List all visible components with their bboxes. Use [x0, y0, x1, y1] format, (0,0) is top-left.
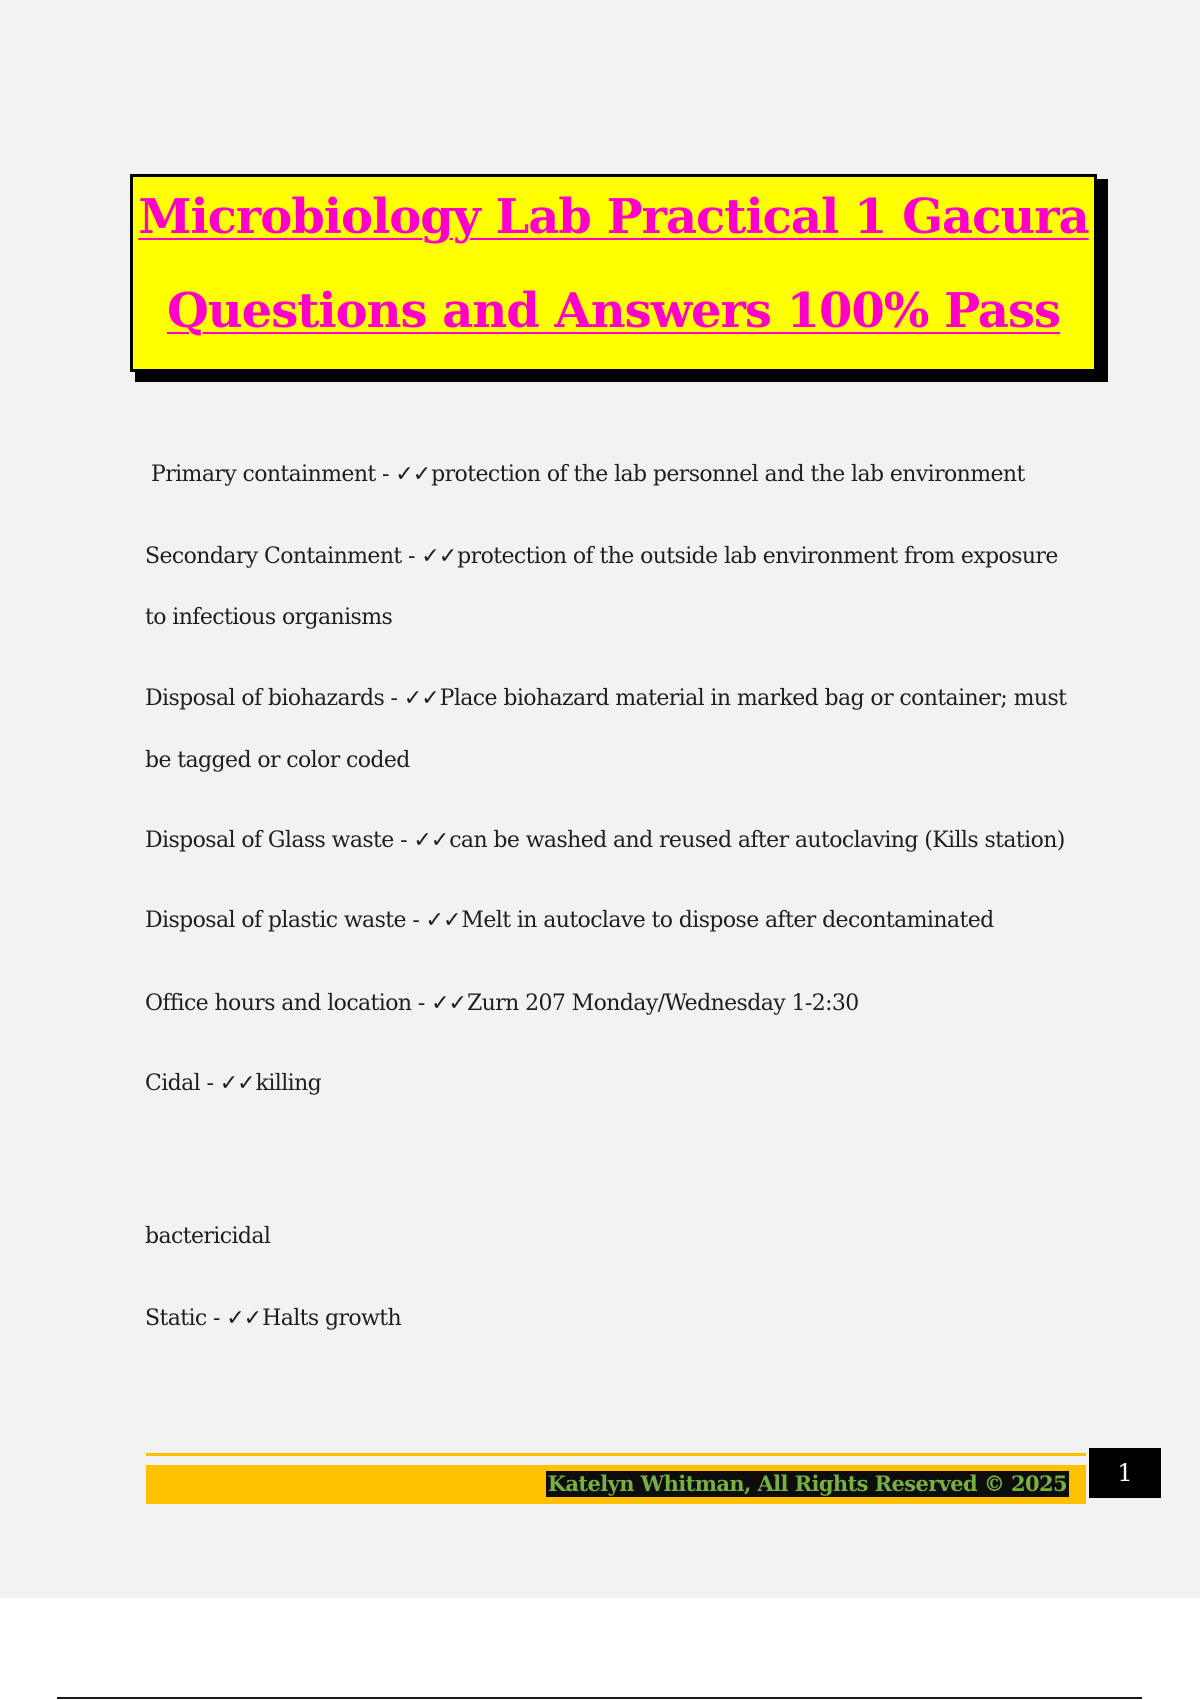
entry-answer: Zurn 207 Monday/Wednesday 1-2:30 — [466, 991, 859, 1016]
entry-term: Primary containment - — [151, 462, 396, 487]
entry-term: Disposal of Glass waste - — [145, 828, 414, 853]
qa-entry-secondary-containment — [145, 542, 1058, 572]
double-check-icon: ✓✓ — [421, 544, 457, 569]
footer-divider — [146, 1453, 1086, 1456]
entry-term: Office hours and location - — [145, 991, 432, 1016]
entry-term: Secondary Containment - — [145, 544, 422, 569]
entry-answer: Place biohazard material in marked bag or container; must — [439, 686, 1067, 711]
entry-term: Static - — [145, 1306, 227, 1331]
qa-entry-disposal-glass — [145, 826, 1065, 856]
double-check-icon: ✓✓ — [226, 1306, 262, 1331]
title-line-1: Microbiology Lab Practical 1 Gacura — [138, 189, 1089, 245]
double-check-icon: ✓✓ — [395, 462, 431, 487]
entry-answer: can be washed and reused after autoclaving (Kills station) — [449, 828, 1065, 853]
entry-term: Disposal of plastic waste - — [145, 908, 426, 933]
double-check-icon: ✓✓ — [425, 908, 461, 933]
next-page-rule — [57, 1697, 1142, 1699]
qa-entry-disposal-plastic — [145, 906, 994, 936]
double-check-icon: ✓✓ — [403, 686, 439, 711]
double-check-icon: ✓✓ — [219, 1071, 255, 1096]
qa-entry-cidal — [145, 1069, 321, 1099]
qa-entry-static — [145, 1304, 401, 1334]
entry-answer: Halts growth — [262, 1306, 402, 1331]
footer-bar — [146, 1465, 1086, 1504]
copyright-notice: Katelyn Whitman, All Rights Reserved © 2025 — [547, 1471, 1067, 1496]
entry-answer: killing — [255, 1071, 322, 1096]
page-number: 1 — [1089, 1448, 1161, 1498]
double-check-icon: ✓✓ — [431, 991, 466, 1016]
entry-term: Disposal of biohazards - — [145, 686, 404, 711]
entry-continuation: be tagged or color coded — [145, 748, 410, 773]
qa-entry-primary-containment — [151, 460, 1025, 490]
title-line-2: Questions and Answers 100% Pass — [166, 283, 1061, 339]
entry-continuation: to infectious organisms — [145, 605, 393, 630]
entry-answer: Melt in autoclave to dispose after decontaminated — [461, 908, 994, 933]
entry-continuation: bactericidal — [145, 1224, 271, 1249]
qa-entry-disposal-biohazards — [145, 684, 1066, 714]
entry-answer: protection of the lab personnel and the lab environment — [431, 462, 1025, 487]
double-check-icon: ✓✓ — [413, 828, 449, 853]
entry-answer: protection of the outside lab environment from exposure — [457, 544, 1058, 569]
entry-term: Cidal - — [145, 1071, 220, 1096]
title-banner — [130, 174, 1097, 372]
qa-entry-office-hours — [145, 989, 859, 1019]
